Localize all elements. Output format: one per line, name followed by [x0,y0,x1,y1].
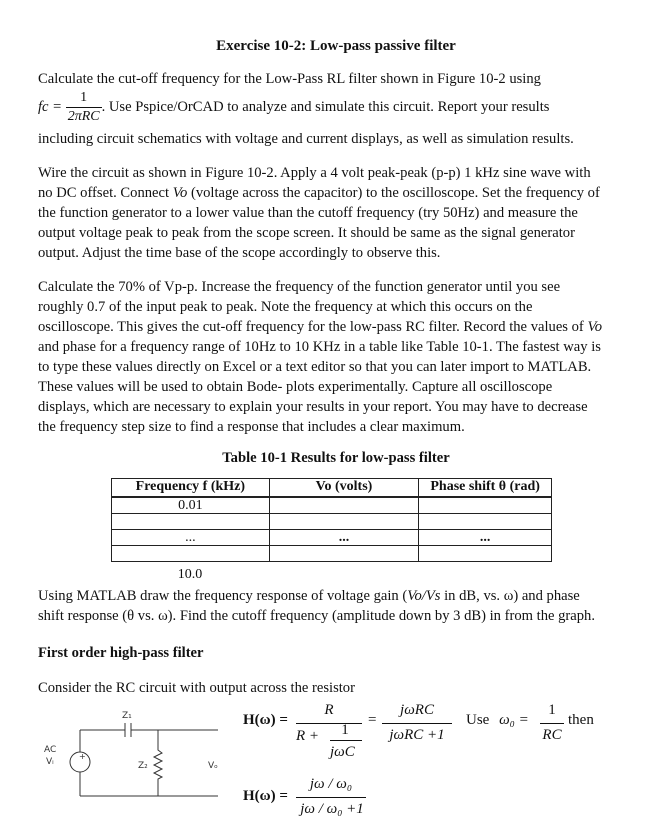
table-cell: 0.01 [112,497,270,514]
wiring-line-4: output voltage peak to peak from the scope screen. It should be same as the signal generator [38,225,575,241]
measure-line-8: the frequency step size to find a response that includes a clear maximum. [38,419,465,435]
table-cell [419,513,552,529]
measure-line-4: and phase for a frequency range of 10Hz to 10 KHz in a table like Table 10-1. The fastest way is [38,339,601,355]
measure-line-2: roughly 0.7 of the input peak to peak. Note the frequency at which this occurs on the [38,299,533,315]
table-cell [112,545,270,561]
eq1-denominator: R + [296,728,320,744]
rc-circuit-diagram [38,706,228,818]
results-table [111,478,552,562]
fc-numerator: 1 [80,90,88,105]
vo-symbol: Vo [172,185,188,201]
capacitor-z1 [125,723,131,737]
eq2-fraction-bar [382,723,452,724]
table-row [112,497,552,514]
h-omega-label: H(ω) = [243,712,288,728]
w0-numerator: 1 [548,702,556,718]
matlab-line-1: Using MATLAB draw the frequency response of voltage gain (Vo/Vs in dB, vs. ω) and phase [38,588,580,604]
w0-denominator: RC [542,727,562,743]
header-phase: Phase shift θ (rad) [419,479,552,497]
eq1-numerator: R [324,702,334,718]
table-row [112,529,552,545]
vo-label: Vₒ [208,761,218,771]
matlab-line-2: shift response (θ vs. ω). Find the cutoff frequency (amplitude down by 3 dB) in from the graph. [38,608,595,624]
eq3-fraction-bar [296,797,366,798]
eq1-inner-denominator: jωC [330,744,355,760]
z1-label: Z₁ [122,711,132,721]
measure-line-7: displays, which are necessary to explain your results in your report. You may have to decrease [38,399,588,415]
wiring-line-2: no DC offset. Connect Vo (voltage across the capacitor) to the oscilloscope. Set the frequency of [38,185,600,201]
wiring-line-5: output. Adjust the time base of the scope accordingly to observe this. [38,245,441,261]
table-caption: Table 10-1 Results for low-pass filter [222,450,450,466]
header-frequency: Frequency f (kHz) [112,479,270,497]
wiring-line-1: Wire the circuit as shown in Figure 10-2. Apply a 4 volt peak-peak (p-p) 1 kHz sine wave with [38,165,591,181]
fc-denominator: 2πRC [67,109,100,124]
then-label: then [568,712,594,728]
plus-sign: + [79,752,86,761]
eq2-numerator: jωRC [400,702,434,718]
eq1-inner-bar [330,740,362,741]
intro-line-2-text: . Use Pspice/OrCAD to analyze and simulate this circuit. Report your results [101,98,550,115]
table-last-frequency: 10.0 [177,567,203,582]
intro-line-3: including circuit schematics with voltage and current displays, as well as simulation results. [38,131,574,147]
table-cell [269,513,419,529]
header-vo: Vo (volts) [269,479,419,497]
vi-label: Vᵢ [46,757,54,767]
table-cell: ... [112,529,270,545]
table-row [112,545,552,561]
eq1-inner-numerator: 1 [341,722,349,738]
fc-label: fc = [38,98,63,115]
table-cell [269,497,419,514]
z2-label: Z₂ [138,761,148,771]
eq3-numerator: jω / ω₀ [309,776,353,792]
section-intro: Consider the RC circuit with output across the resistor [38,680,355,696]
eq3-denominator: jω / ω₀ +1 [300,801,364,817]
w0-fraction-bar [540,723,564,724]
table-cell [419,545,552,561]
use-omega: Use ω₀ = [466,712,529,728]
intro-line-1: Calculate the cut-off frequency for the Low-Pass RL filter shown in Figure 10-2 using [38,71,541,87]
page-title: Exercise 10-2: Low-pass passive filter [216,38,456,54]
table-row [112,513,552,529]
table-cell [112,513,270,529]
gain-ratio: Vo/Vs [407,588,441,604]
equals-sign: = [368,712,377,728]
table-cell [269,545,419,561]
h-omega-label-2: H(ω) = [243,788,288,804]
ac-label: AC [44,745,57,755]
table-header-row [112,479,552,497]
vo-symbol: Vo [587,319,603,335]
transfer-function-1 [243,712,288,729]
table-cell: ... [419,529,552,545]
resistor-z2 [154,730,162,796]
table-cell [419,497,552,514]
measure-line-6: These values will be used to obtain Bode- plots experimentally. Capture all oscilloscope [38,379,553,395]
measure-line-5: to type these values directly on Excel or a text editor so that you can later import to MATLAB. [38,359,592,375]
fc-fraction [66,91,102,124]
wiring-line-3: the function generator to a lower value than the cutoff frequency (try 50Hz) and measure the [38,205,578,221]
measure-line-3: oscilloscope. This gives the cut-off frequency for the low-pass RC filter. Record the values of Vo [38,319,603,335]
eq2-denominator: jωRC +1 [389,727,445,743]
measure-line-1: Calculate the 70% of Vp-p. Increase the frequency of the function generator until you see [38,279,561,295]
transfer-function-2 [243,788,288,805]
section-heading: First order high-pass filter [38,645,204,661]
table-cell: ... [269,529,419,545]
intro-line-2 [38,91,549,124]
